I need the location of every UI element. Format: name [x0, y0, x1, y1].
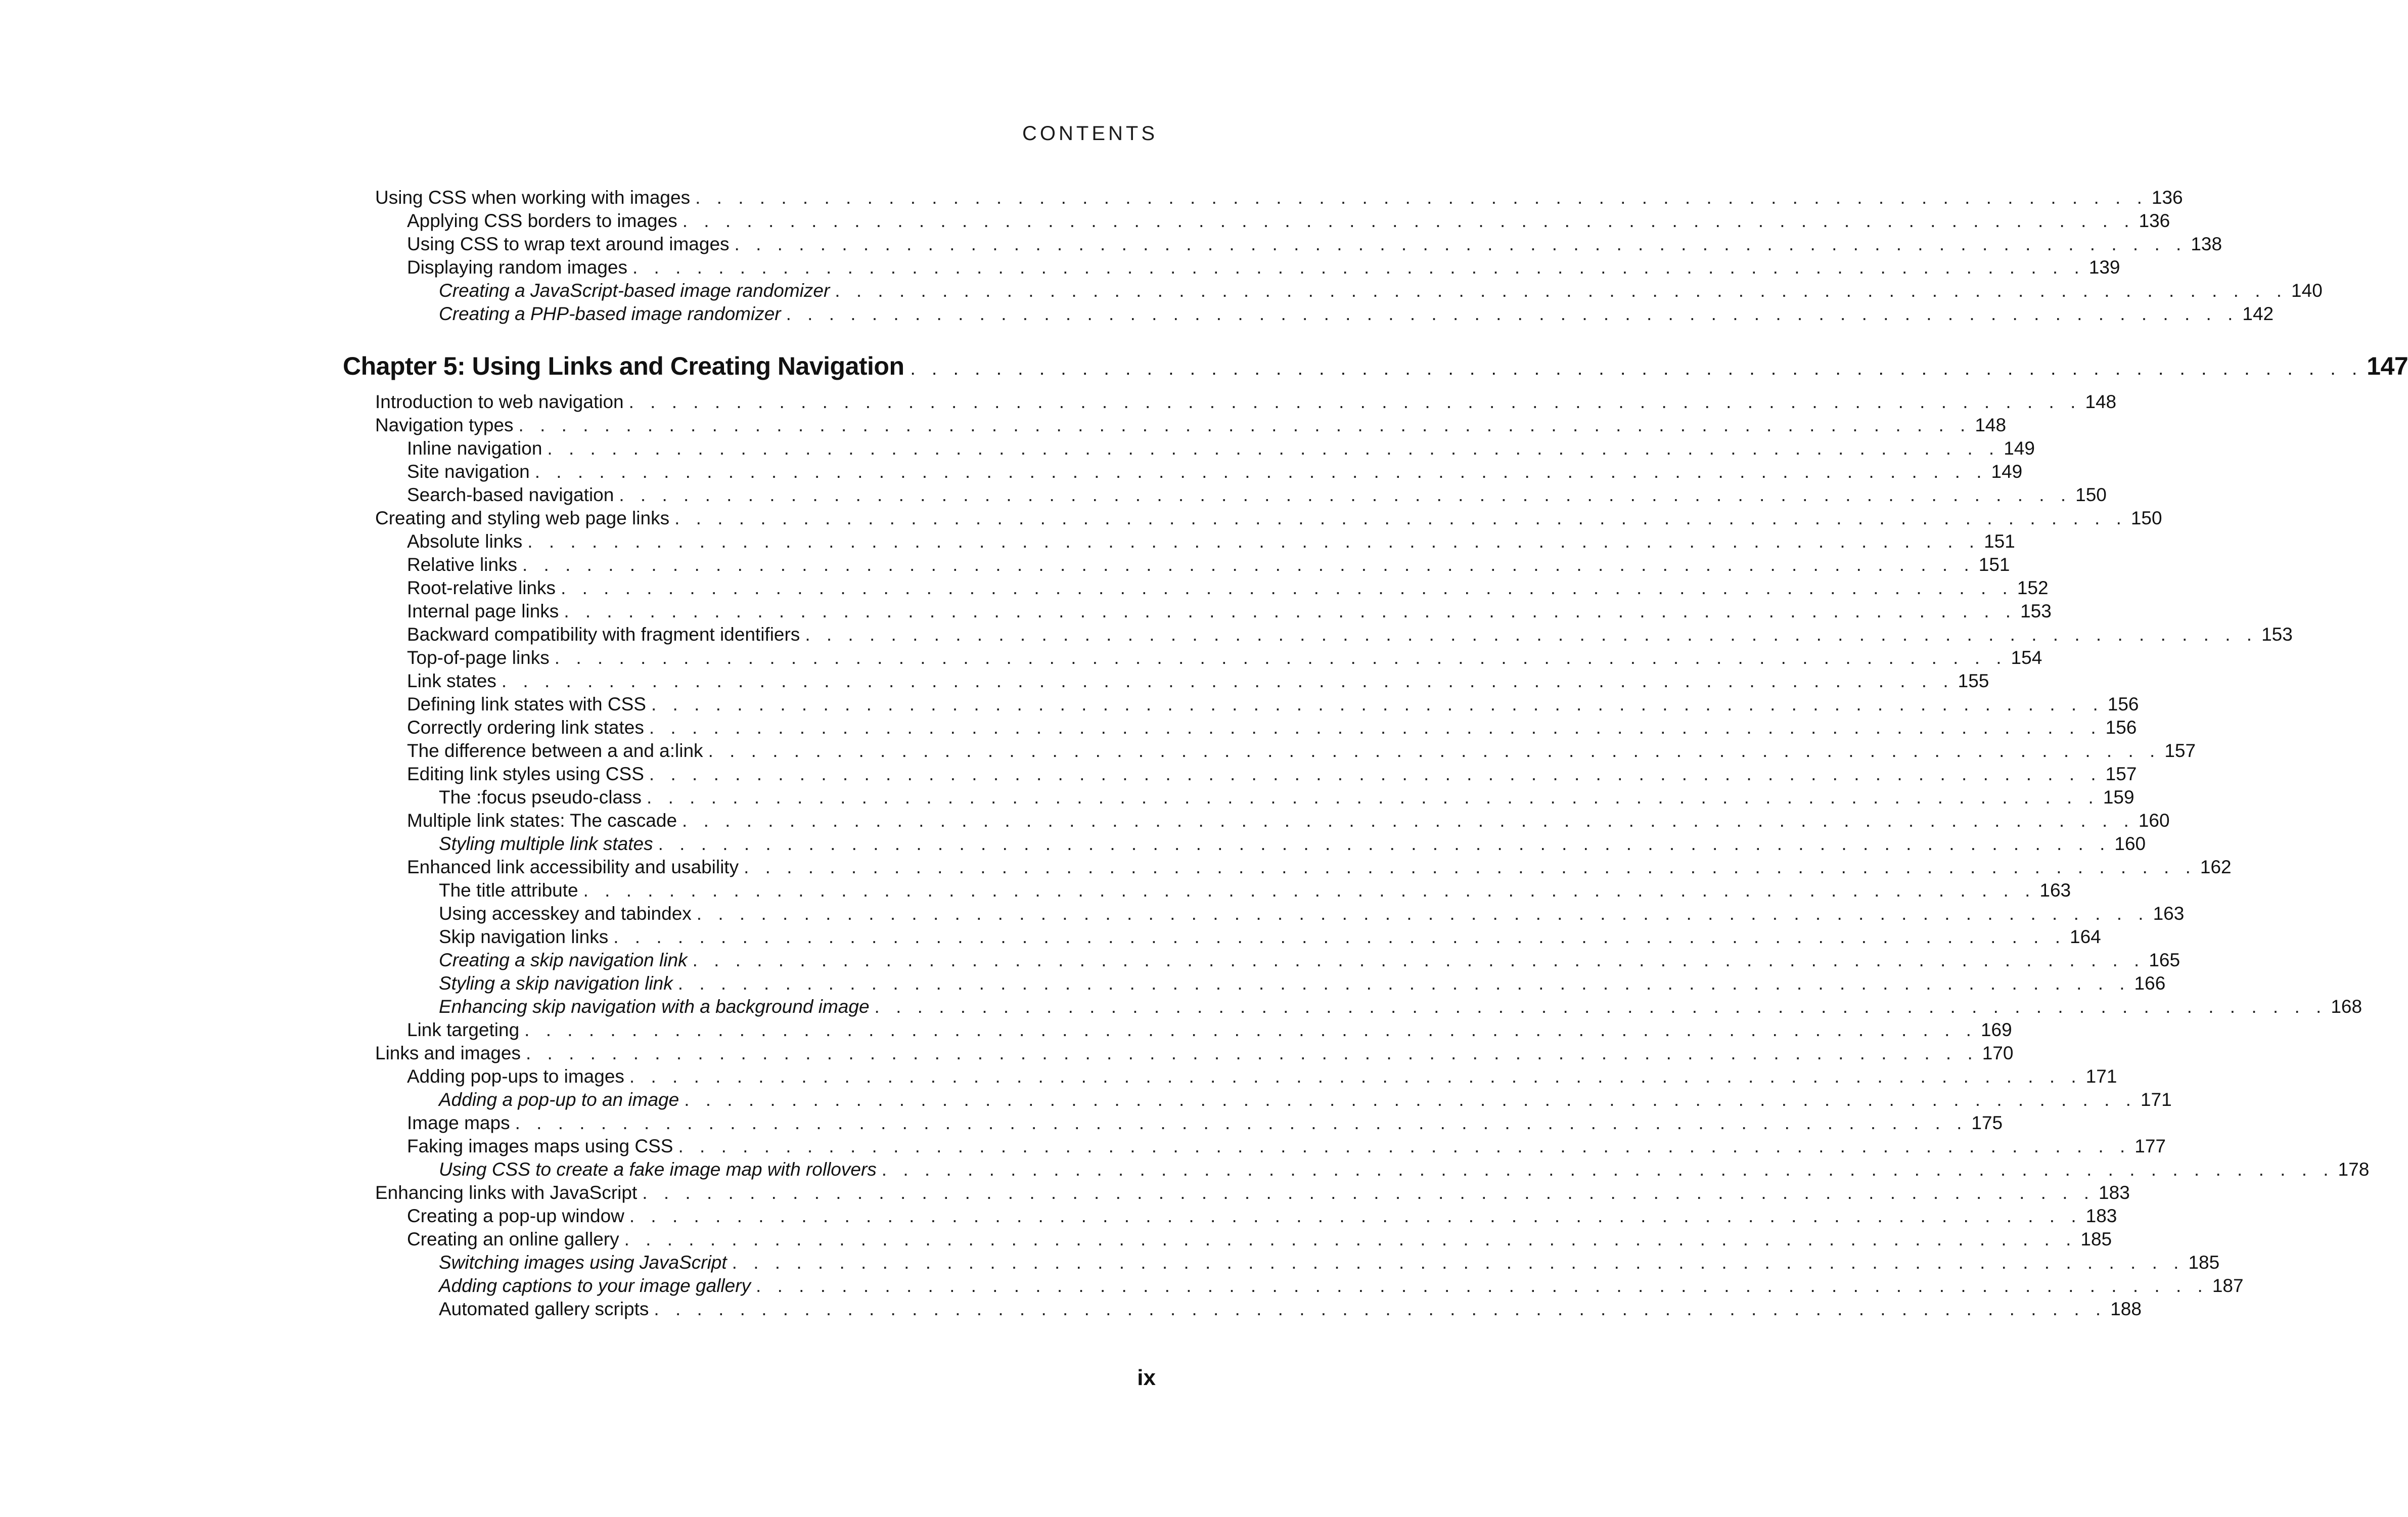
toc-entry-title: Skip navigation links — [439, 926, 609, 947]
toc-entry-page: 150 — [2075, 484, 2107, 505]
dot-leader: . . . . . . . . . . . . . . . . . . . . . . . . . . . . . . . . . . . . . . . . . . . . . . . . . . . . . . . . . . . . . . . . . . . . — [708, 740, 2161, 761]
dot-leader: . . . . . . . . . . . . . . . . . . . . . . . . . . . . . . . . . . . . . . . . . . . . . . . . . . . . . . . . . . . . . . . . . . . . — [674, 508, 2127, 528]
toc-entry-title: Enhanced link accessibility and usability — [407, 857, 739, 877]
toc-entry-title: Image maps — [407, 1112, 510, 1133]
toc-entry[interactable] — [439, 995, 2362, 1018]
toc-entry[interactable] — [407, 739, 2196, 763]
toc-entry[interactable] — [407, 1111, 2003, 1135]
toc-entry-page: 166 — [2134, 973, 2166, 994]
dot-leader: . . . . . . . . . . . . . . . . . . . . . . . . . . . . . . . . . . . . . . . . . . . . . . . . . . . . . . . . . . . . . . . . . . . . — [522, 554, 1975, 575]
toc-entry-page: 160 — [2114, 833, 2146, 854]
dot-leader: . . . . . . . . . . . . . . . . . . . . . . . . . . . . . . . . . . . . . . . . . . . . . . . . . . . . . . . . . . . . . . . . . . . . — [501, 671, 1954, 691]
toc-entry-page: 140 — [2291, 280, 2323, 301]
toc-entry[interactable] — [439, 949, 2180, 972]
dot-leader: . . . . . . . . . . . . . . . . . . . . . . . . . . . . . . . . . . . . . . . . . . . . . . . . . . . . . . . . . . . . . . . . . . . . — [632, 257, 2085, 278]
toc-entry-title: Using CSS to create a fake image map with rollovers — [439, 1159, 877, 1180]
dot-leader: . . . . . . . . . . . . . . . . . . . . . . . . . . . . . . . . . . . . . . . . . . . . . . . . . . . . . . . . . . . . . . . . . . . . — [515, 1112, 1968, 1133]
toc-entry[interactable] — [407, 553, 2010, 576]
toc-entry-page: 187 — [2212, 1275, 2244, 1296]
toc-entry-page: 169 — [1980, 1019, 2012, 1040]
dot-leader: . . . . . . . . . . . . . . . . . . . . . . . . . . . . . . . . . . . . . . . . . . . . . . . . . . . . . . . . . . . . . . . . . . . . — [658, 833, 2111, 854]
toc-entry-title: Navigation types — [375, 415, 514, 435]
toc-entry[interactable] — [375, 507, 2162, 530]
toc-entry[interactable] — [439, 302, 2274, 326]
dot-leader: . . . . . . . . . . . . . . . . . . . . . . . . . . . . . . . . . . . . . . . . . . . . . . . . . . . . . . . . . . . . . . . . . . . . — [696, 903, 2149, 924]
dot-leader: . . . . . . . . . . . . . . . . . . . . . . . . . . . . . . . . . . . . . . . . . . . . . . . . . . . . . . . . . . . . . . . . . . . . — [619, 484, 2072, 505]
toc-entry-title: Links and images — [375, 1043, 521, 1063]
toc-entry[interactable] — [407, 646, 2042, 670]
dot-leader: . . . . . . . . . . . . . . . . . . . . . . . . . . . . . . . . . . . . . . . . . . . . . . . . . . . . . . . . . . . . . . . . . . . . — [561, 577, 2013, 598]
toc-entry-page: 185 — [2080, 1229, 2112, 1250]
toc-entry-title: Defining link states with CSS — [407, 694, 646, 715]
toc-entry[interactable] — [407, 483, 2107, 507]
toc-entry-title: Using CSS when working with images — [375, 187, 691, 208]
toc-entry-page: 156 — [2107, 694, 2139, 715]
toc-entry-title: The :focus pseudo-class — [439, 787, 642, 808]
toc-entry-title: Site navigation — [407, 461, 530, 482]
toc-entry-title: Automated gallery scripts — [439, 1299, 649, 1319]
toc-entry[interactable] — [439, 1251, 2220, 1274]
toc-entry-title: Correctly ordering link states — [407, 717, 644, 738]
toc-entry[interactable] — [407, 1204, 2117, 1228]
toc-entry-page: 159 — [2103, 787, 2134, 808]
toc-entry-page: 183 — [2085, 1206, 2117, 1226]
dot-leader: . . . . . . . . . . . . . . . . . . . . . . . . . . . . . . . . . . . . . . . . . . . . . . . . . . . . . . . . . . . . . . . . . . . . — [805, 624, 2258, 645]
toc-entry[interactable] — [407, 856, 2232, 879]
toc-entry[interactable] — [407, 600, 2052, 623]
toc-entry-page: 142 — [2242, 303, 2274, 324]
toc-entry-title: Enhancing skip navigation with a background image — [439, 996, 870, 1017]
toc-entry-title: Faking images maps using CSS — [407, 1136, 673, 1156]
toc-entry-page: 151 — [1984, 531, 2015, 552]
dot-leader: . . . . . . . . . . . . . . . . . . . . . . . . . . . . . . . . . . . . . . . . . . . . . . . . . . . . . . . . . . . . . . . . . . . . — [744, 857, 2196, 877]
toc-entry[interactable] — [407, 460, 2023, 483]
toc-entry[interactable] — [407, 530, 2015, 553]
toc-entry-page: 153 — [2020, 601, 2052, 621]
toc-entry[interactable] — [439, 902, 2185, 925]
dot-leader: . . . . . . . . . . . . . . . . . . . . . . . . . . . . . . . . . . . . . . . . . . . . . . . . . . . . . . . . . . . . . . . . . . . . — [682, 210, 2135, 231]
toc-entry[interactable] — [407, 233, 2222, 256]
toc-entry-page: 152 — [2017, 577, 2049, 598]
toc-entry-page: 183 — [2099, 1182, 2130, 1203]
toc-entry[interactable] — [407, 716, 2137, 739]
toc-entry[interactable] — [375, 414, 2007, 437]
dot-leader: . . . . . . . . . . . . . . . . . . . . . . . . . . . . . . . . . . . . . . . . . . . . . . . . . . . . . . . . . . . . . . . . . . . . — [554, 647, 2007, 668]
toc-entry-title: Using CSS to wrap text around images — [407, 234, 730, 254]
dot-leader: . . . . . . . . . . . . . . . . . . . . . . . . . . . . . . . . . . . . . . . . . . . . . . . . . . . . . . . . . . . . . . . . . . . . — [613, 926, 2066, 947]
toc-entry[interactable] — [407, 809, 2170, 832]
toc-entry-title: Multiple link states: The cascade — [407, 810, 677, 831]
toc-entry-page: 136 — [2151, 187, 2183, 208]
dot-leader: . . . . . . . . . . . . . . . . . . . . . . . . . . . . . . . . . . . . . . . . . . . . . . . . . . . . . . . . . . . . . . . . . . . . — [628, 391, 2081, 412]
toc-entry[interactable] — [439, 1298, 2142, 1321]
toc-entry-page: 153 — [2261, 624, 2293, 645]
toc-entry[interactable] — [439, 925, 2101, 949]
toc-entry-title: The title attribute — [439, 880, 578, 901]
toc-entry[interactable] — [407, 209, 2170, 233]
dot-leader: . . . . . . . . . . . . . . . . . . . . . . . . . . . . . . . . . . . . . . . . . . . . . . . . . . . . . . . . . . . . . . . . . . . . — [547, 438, 2000, 459]
toc-entry-page: 157 — [2105, 764, 2137, 784]
toc-entry[interactable] — [375, 1181, 2130, 1204]
dot-leader: . . . . . . . . . . . . . . . . . . . . . . . . . . . . . . . . . . . . . . . . . . . . . . . . . . . . . . . . . . . . . . . . . . . . — [682, 810, 2134, 831]
dot-leader: . . . . . . . . . . . . . . . . . . . . . . . . . . . . . . . . . . . . . . . . . . . . . . . . . . . . . . . . . . . . . . . . . . . . — [518, 415, 1971, 435]
toc-entry-title: Creating a JavaScript-based image randomizer — [439, 280, 830, 301]
chapter-page: 147 — [2367, 352, 2408, 380]
toc-entry[interactable] — [407, 763, 2137, 786]
toc-entry[interactable] — [439, 1088, 2172, 1111]
toc-entry[interactable] — [407, 1135, 2166, 1158]
dot-leader: . . . . . . . . . . . . . . . . . . . . . . . . . . . . . . . . . . . . . . . . . . . . . . . . . . . . . . . . . . . . . . . . . . . . — [692, 950, 2145, 970]
toc-entry-title: Creating and styling web page links — [375, 508, 670, 528]
toc-entry[interactable] — [439, 832, 2146, 856]
toc-entry-page: 136 — [2139, 210, 2170, 231]
toc-entry[interactable] — [439, 1158, 2370, 1181]
dot-leader: . . . . . . . . . . . . . . . . . . . . . . . . . . . . . . . . . . . . . . . . . . . . . . . . . . . . . . . . . . . . . . . . . . . . — [910, 358, 2363, 379]
toc-entry-title: Backward compatibility with fragment identifiers — [407, 624, 800, 645]
dot-leader: . . . . . . . . . . . . . . . . . . . . . . . . . . . . . . . . . . . . . . . . . . . . . . . . . . . . . . . . . . . . . . . . . . . . — [583, 880, 2036, 901]
dot-leader: . . . . . . . . . . . . . . . . . . . . . . . . . . . . . . . . . . . . . . . . . . . . . . . . . . . . . . . . . . . . . . . . . . . . — [874, 996, 2327, 1017]
toc-entry-title: Introduction to web navigation — [375, 391, 624, 412]
toc-entry[interactable] — [439, 786, 2134, 809]
toc-entry[interactable] — [407, 256, 2120, 279]
toc-entry-page: 149 — [2004, 438, 2035, 459]
toc-entry-title: Link states — [407, 671, 496, 691]
toc-entry-title: Adding a pop-up to an image — [439, 1089, 679, 1110]
dot-leader: . . . . . . . . . . . . . . . . . . . . . . . . . . . . . . . . . . . . . . . . . . . . . . . . . . . . . . . . . . . . . . . . . . . . — [678, 1136, 2131, 1156]
toc-entry-page: 138 — [2191, 234, 2222, 254]
toc-entry[interactable] — [407, 1228, 2112, 1251]
toc-entry-page: 168 — [2331, 996, 2362, 1017]
dot-leader: . . . . . . . . . . . . . . . . . . . . . . . . . . . . . . . . . . . . . . . . . . . . . . . . . . . . . . . . . . . . . . . . . . . . — [524, 1019, 1977, 1040]
page-number: ix — [1137, 1365, 1156, 1390]
toc-entry-title: Adding captions to your image gallery — [439, 1275, 751, 1296]
toc-entry-page: 160 — [2138, 810, 2170, 831]
toc-entry-title: Adding pop-ups to images — [407, 1066, 624, 1087]
toc-entry-title: Search-based navigation — [407, 484, 614, 505]
toc-entry-title: Using accesskey and tabindex — [439, 903, 692, 924]
dot-leader: . . . . . . . . . . . . . . . . . . . . . . . . . . . . . . . . . . . . . . . . . . . . . . . . . . . . . . . . . . . . . . . . . . . . — [527, 531, 1980, 552]
toc-entry[interactable] — [439, 1274, 2244, 1298]
toc-entry-page: 175 — [1971, 1112, 2003, 1133]
toc-entry-title: The difference between a and a:link — [407, 740, 703, 761]
toc-entry-title: Creating a skip navigation link — [439, 950, 688, 970]
dot-leader: . . . . . . . . . . . . . . . . . . . . . . . . . . . . . . . . . . . . . . . . . . . . . . . . . . . . . . . . . . . . . . . . . . . . — [654, 1299, 2107, 1319]
toc-entry-page: 170 — [1982, 1043, 2014, 1063]
toc-entry[interactable] — [439, 879, 2071, 902]
toc-entry-page: 163 — [2153, 903, 2185, 924]
chapter-heading[interactable] — [343, 351, 2408, 381]
toc-entry[interactable] — [407, 576, 2049, 600]
toc-entry-title: Link targeting — [407, 1019, 520, 1040]
toc-entry[interactable] — [407, 693, 2139, 716]
dot-leader: . . . . . . . . . . . . . . . . . . . . . . . . . . . . . . . . . . . . . . . . . . . . . . . . . . . . . . . . . . . . . . . . . . . . — [534, 461, 1987, 482]
toc-entry-page: 150 — [2130, 508, 2162, 528]
toc-entry-page: 178 — [2338, 1159, 2370, 1180]
dot-leader: . . . . . . . . . . . . . . . . . . . . . . . . . . . . . . . . . . . . . . . . . . . . . . . . . . . . . . . . . . . . . . . . . . . . — [642, 1182, 2095, 1203]
dot-leader: . . . . . . . . . . . . . . . . . . . . . . . . . . . . . . . . . . . . . . . . . . . . . . . . . . . . . . . . . . . . . . . . . . . . — [695, 187, 2148, 208]
toc-entry[interactable] — [439, 279, 2323, 302]
toc-entry-title: Displaying random images — [407, 257, 627, 278]
toc-entry-page: 188 — [2110, 1299, 2142, 1319]
toc-entry-title: Inline navigation — [407, 438, 542, 459]
toc-entry[interactable] — [375, 186, 2183, 209]
toc-entry-page: 164 — [2070, 926, 2101, 947]
toc-entry-title: Styling a skip navigation link — [439, 973, 673, 994]
toc-entry-page: 177 — [2134, 1136, 2166, 1156]
toc-entry-title: Absolute links — [407, 531, 523, 552]
toc-entry-page: 163 — [2039, 880, 2071, 901]
toc-entry-page: 171 — [2085, 1066, 2117, 1087]
toc-entry-page: 157 — [2164, 740, 2196, 761]
dot-leader: . . . . . . . . . . . . . . . . . . . . . . . . . . . . . . . . . . . . . . . . . . . . . . . . . . . . . . . . . . . . . . . . . . . . — [786, 303, 2239, 324]
dot-leader: . . . . . . . . . . . . . . . . . . . . . . . . . . . . . . . . . . . . . . . . . . . . . . . . . . . . . . . . . . . . . . . . . . . . — [624, 1229, 2077, 1250]
toc-entry-title: Creating an online gallery — [407, 1229, 619, 1250]
toc-entry-page: 149 — [1991, 461, 2023, 482]
toc-entry[interactable] — [375, 1042, 2014, 1065]
dot-leader: . . . . . . . . . . . . . . . . . . . . . . . . . . . . . . . . . . . . . . . . . . . . . . . . . . . . . . . . . . . . . . . . . . . . — [734, 234, 2187, 254]
toc-entry[interactable] — [407, 437, 2035, 460]
toc-entry-title: Switching images using JavaScript — [439, 1252, 727, 1273]
toc-entry-page: 151 — [1978, 554, 2010, 575]
dot-leader: . . . . . . . . . . . . . . . . . . . . . . . . . . . . . . . . . . . . . . . . . . . . . . . . . . . . . . . . . . . . . . . . . . . . — [629, 1066, 2082, 1087]
dot-leader: . . . . . . . . . . . . . . . . . . . . . . . . . . . . . . . . . . . . . . . . . . . . . . . . . . . . . . . . . . . . . . . . . . . . — [732, 1252, 2185, 1273]
dot-leader: . . . . . . . . . . . . . . . . . . . . . . . . . . . . . . . . . . . . . . . . . . . . . . . . . . . . . . . . . . . . . . . . . . . . — [649, 717, 2102, 738]
dot-leader: . . . . . . . . . . . . . . . . . . . . . . . . . . . . . . . . . . . . . . . . . . . . . . . . . . . . . . . . . . . . . . . . . . . . — [756, 1275, 2208, 1296]
dot-leader: . . . . . . . . . . . . . . . . . . . . . . . . . . . . . . . . . . . . . . . . . . . . . . . . . . . . . . . . . . . . . . . . . . . . — [881, 1159, 2334, 1180]
toc-entry[interactable] — [439, 972, 2166, 995]
dot-leader: . . . . . . . . . . . . . . . . . . . . . . . . . . . . . . . . . . . . . . . . . . . . . . . . . . . . . . . . . . . . . . . . . . . . — [684, 1089, 2137, 1110]
toc-entry-title: Top-of-page links — [407, 647, 550, 668]
chapter-title: Chapter 5: Using Links and Creating Navigation — [343, 352, 904, 380]
toc-entry-title: Creating a PHP-based image randomizer — [439, 303, 781, 324]
dot-leader: . . . . . . . . . . . . . . . . . . . . . . . . . . . . . . . . . . . . . . . . . . . . . . . . . . . . . . . . . . . . . . . . . . . . — [525, 1043, 1978, 1063]
toc-entry-page: 156 — [2105, 717, 2137, 738]
dot-leader: . . . . . . . . . . . . . . . . . . . . . . . . . . . . . . . . . . . . . . . . . . . . . . . . . . . . . . . . . . . . . . . . . . . . — [649, 764, 2102, 784]
toc-entry-page: 162 — [2200, 857, 2232, 877]
toc-entry-page: 165 — [2149, 950, 2180, 970]
toc-entry-title: Styling multiple link states — [439, 833, 653, 854]
toc-entry-page: 148 — [2085, 391, 2117, 412]
dot-leader: . . . . . . . . . . . . . . . . . . . . . . . . . . . . . . . . . . . . . . . . . . . . . . . . . . . . . . . . . . . . . . . . . . . . — [647, 787, 2099, 808]
toc-entry-page: 148 — [1975, 415, 2007, 435]
toc-entry[interactable] — [407, 623, 2293, 646]
dot-leader: . . . . . . . . . . . . . . . . . . . . . . . . . . . . . . . . . . . . . . . . . . . . . . . . . . . . . . . . . . . . . . . . . . . . — [629, 1206, 2082, 1226]
dot-leader: . . . . . . . . . . . . . . . . . . . . . . . . . . . . . . . . . . . . . . . . . . . . . . . . . . . . . . . . . . . . . . . . . . . . — [564, 601, 2017, 621]
dot-leader: . . . . . . . . . . . . . . . . . . . . . . . . . . . . . . . . . . . . . . . . . . . . . . . . . . . . . . . . . . . . . . . . . . . . — [835, 280, 2288, 301]
running-header: CONTENTS — [1022, 122, 1158, 145]
toc-entry-page: 185 — [2188, 1252, 2220, 1273]
toc-entry-title: Applying CSS borders to images — [407, 210, 677, 231]
toc-entry[interactable] — [407, 1065, 2117, 1088]
dot-leader: . . . . . . . . . . . . . . . . . . . . . . . . . . . . . . . . . . . . . . . . . . . . . . . . . . . . . . . . . . . . . . . . . . . . — [677, 973, 2130, 994]
toc-entry-title: Editing link styles using CSS — [407, 764, 644, 784]
toc-entry-page: 139 — [2088, 257, 2120, 278]
toc-entry-page: 154 — [2011, 647, 2042, 668]
toc-entry-title: Root-relative links — [407, 577, 556, 598]
toc-entry-title: Internal page links — [407, 601, 559, 621]
toc-entry-title: Creating a pop-up window — [407, 1206, 624, 1226]
toc-entry-page: 155 — [1958, 671, 1989, 691]
toc-entry-title: Enhancing links with JavaScript — [375, 1182, 638, 1203]
toc-entry[interactable] — [407, 670, 1989, 693]
toc-entry[interactable] — [407, 1018, 2012, 1042]
toc-entry-page: 171 — [2140, 1089, 2172, 1110]
toc-entry-title: Relative links — [407, 554, 517, 575]
toc-entry[interactable] — [375, 390, 2117, 414]
dot-leader: . . . . . . . . . . . . . . . . . . . . . . . . . . . . . . . . . . . . . . . . . . . . . . . . . . . . . . . . . . . . . . . . . . . . — [651, 694, 2104, 715]
